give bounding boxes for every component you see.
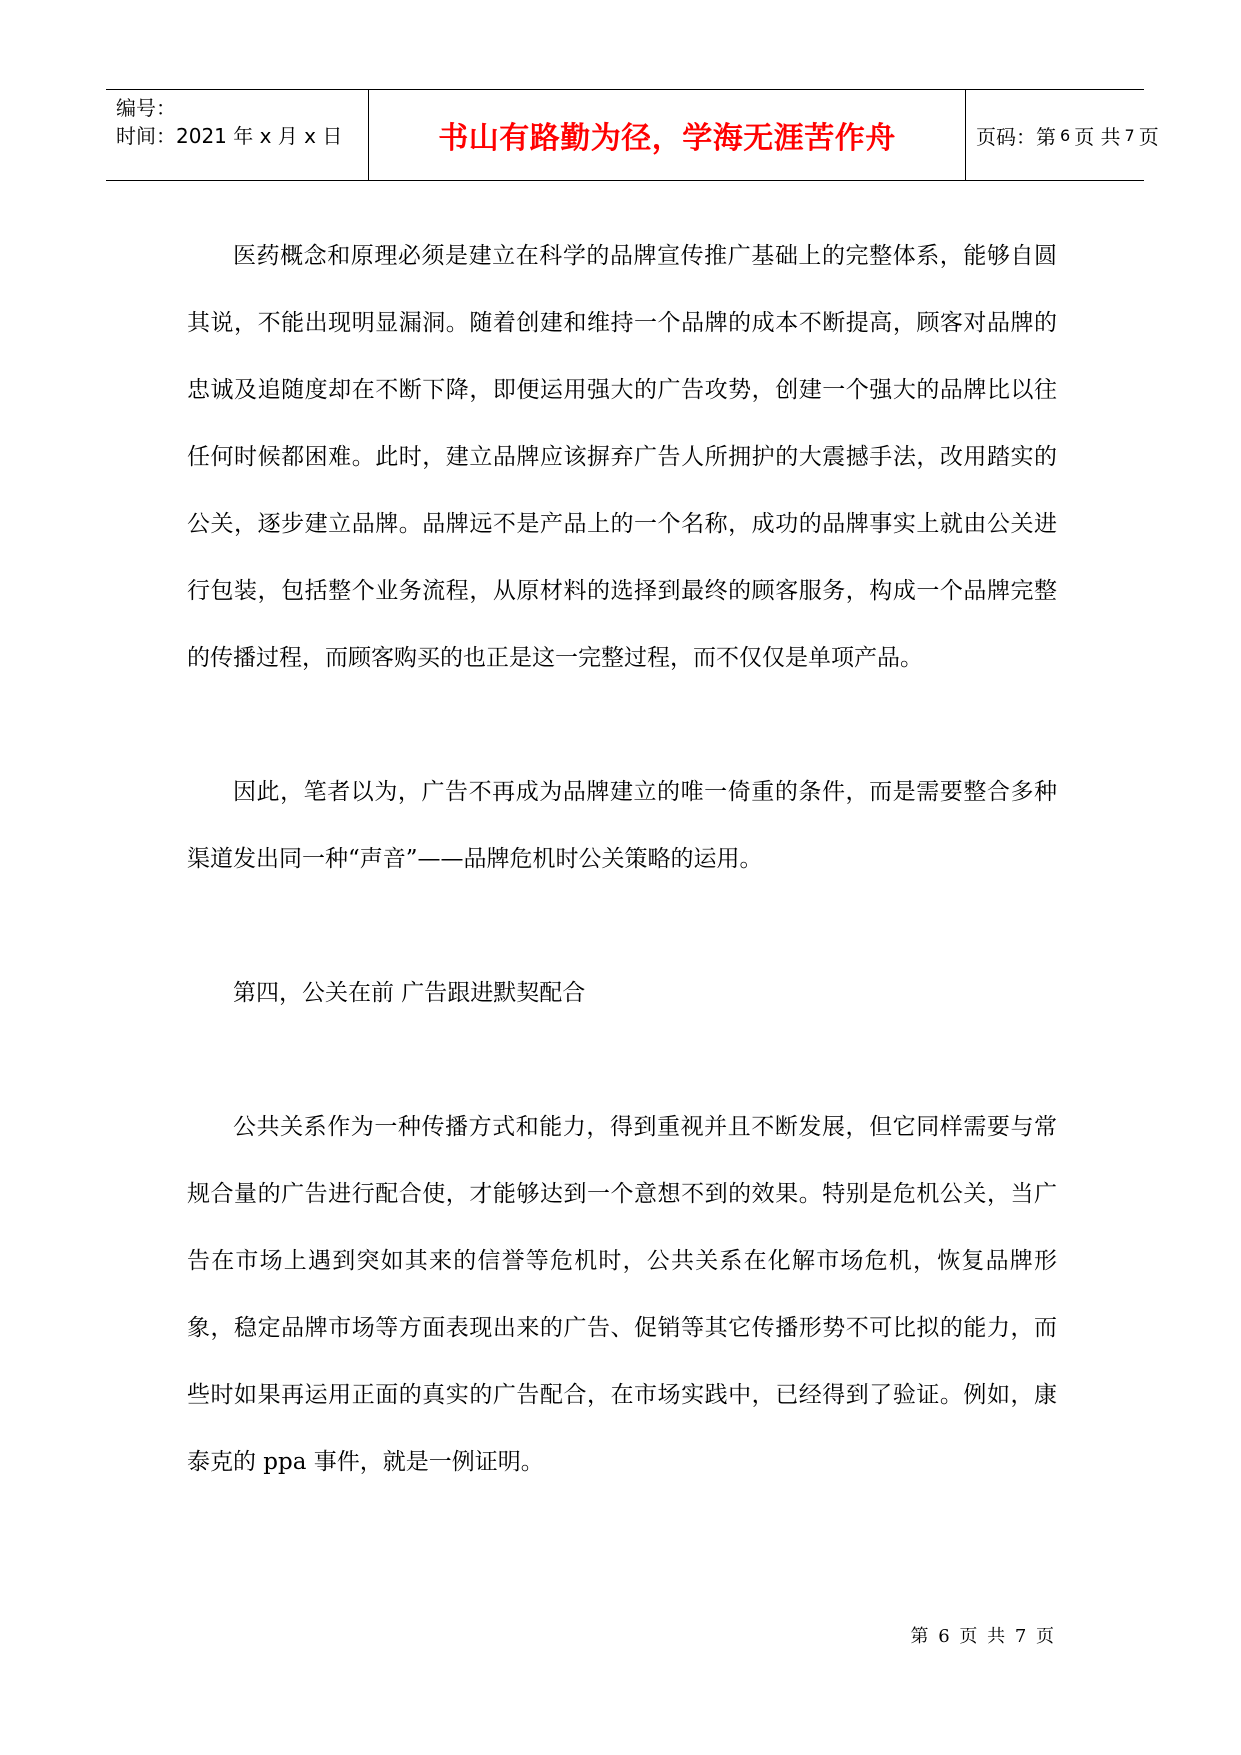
page-total: 7 xyxy=(1124,125,1135,145)
header-page-cell xyxy=(966,90,1159,180)
header-motto-cell xyxy=(369,90,966,180)
document-header xyxy=(106,89,1159,181)
body-paragraph-2: 因此，笔者以为，广告不再成为品牌建立的唯一倚重的条件，而是需要整合多种渠道发出同一种“声音”——品牌危机时公关策略的运用。 xyxy=(187,779,1057,872)
section-heading: 第四，公关在前 广告跟进默契配合 xyxy=(233,980,586,1006)
body-paragraph-1: 医药概念和原理必须是建立在科学的品牌宣传推广基础上的完整体系，能够自圆其说，不能出现明显漏洞。随着创建和维持一个品牌的成本不断提高，顾客对品牌的忠诚及追随度却在不断下降，即便运用强大的广告攻势，创建一个强大的品牌比以往任何时候都困难。此时，建立品牌应该摒弃广告人所拥护的大震撼手法，改用踏实的公关，逐步建立品牌。品牌远不是产品上的一个名称，成功的品牌事实上就由公关进行包装，包括整个业务流程，从原材料的选择到最终的顾客服务，构成一个品牌完整的传播过程，而顾客购买的也正是这一完整过程，而不仅仅是单项产品。 xyxy=(187,243,1057,671)
page-suffix: 页 xyxy=(1138,124,1159,149)
header-motto: 书山有路勤为径，学海无涯苦作舟 xyxy=(438,121,896,156)
body-paragraph-3: 公共关系作为一种传播方式和能力，得到重视并且不断发展，但它同样需要与常规合量的广告进行配合使，才能够达到一个意想不到的效果。特别是危机公关，当广告在市场上遇到突如其来的信誉等危机时，公共关系在化解市场危机，恢复品牌形象，稳定品牌市场等方面表现出来的广告、促销等其它传播形势不可比拟的能力，而些时如果再运用正面的真实的广告配合，在市场实践中，已经得到了验证。例如，康泰克的 ppa 事件，就是一例证明。 xyxy=(187,1114,1057,1475)
page-middle: 页 共 xyxy=(1074,124,1121,149)
document-number-label: 编号： xyxy=(116,96,176,120)
document-body xyxy=(187,223,1057,1496)
page-prefix: 页码：第 xyxy=(976,124,1056,149)
page-current: 6 xyxy=(1060,125,1071,145)
page-footer: 第 6 页 共 7 页 xyxy=(910,1626,1054,1647)
header-meta-cell xyxy=(106,90,369,180)
document-time-label: 时间：2021 年 x 月 x 日 xyxy=(116,124,343,148)
